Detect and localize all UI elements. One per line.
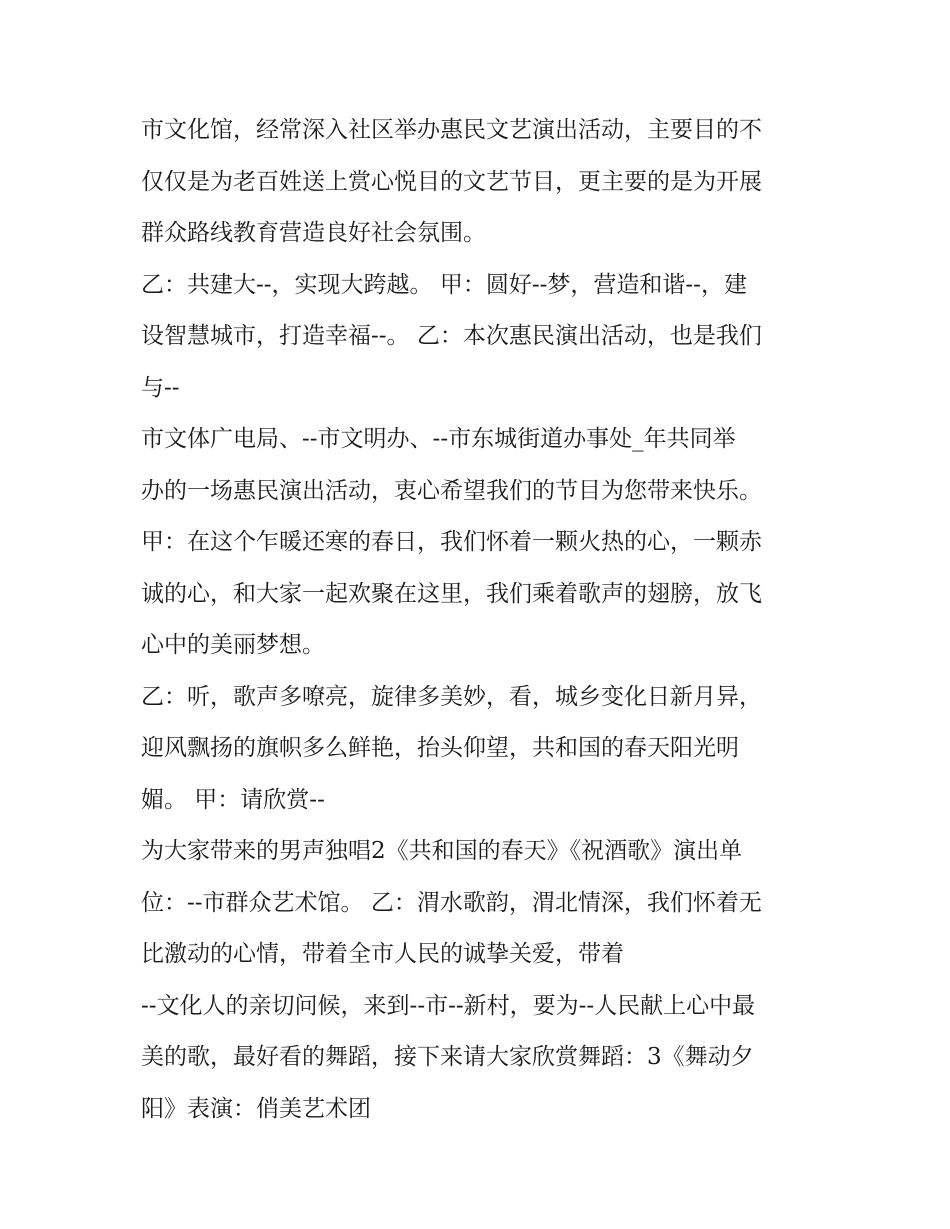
text-line: 市文体广电局、--市文明办、--市东城街道办事处_年共同举 — [141, 426, 736, 452]
text-line: 乙：听，歌声多嘹亮，旋律多美妙，看，城乡变化日新月异， — [141, 683, 762, 710]
text-line: 阳》表演：俏美艺术团 — [141, 1095, 371, 1122]
text-line: 媚。 甲：请欣赏-- — [141, 786, 325, 813]
text-line: 位：--市群众艺术馆。 乙：渭水歌韵，渭北情深，我们怀着无 — [141, 889, 762, 916]
text-line: 设智慧城市，打造幸福--。 乙：本次惠民演出活动，也是我们 — [141, 323, 762, 349]
text-line: 市文化馆，经常深入社区举办惠民文艺演出活动，主要目的不 — [141, 117, 762, 143]
text-line: 甲：在这个乍暖还寒的春日，我们怀着一颗火热的心，一颗赤 — [141, 529, 762, 555]
text-line: --文化人的亲切问候，来到--市--新村，要为--人民献上心中最 — [141, 992, 756, 1019]
text-line: 比激动的心情，带着全市人民的诚挚关爱，带着 — [141, 941, 624, 967]
text-line: 诚的心，和大家一起欢聚在这里，我们乘着歌声的翅膀，放飞 — [141, 580, 762, 607]
text-line: 办的一场惠民演出活动，衷心希望我们的节目为您带来快乐。 — [141, 477, 762, 504]
document-body — [141, 105, 821, 1135]
text-line: 为大家带来的男声独唱2《共和国的春天》《祝酒歌》演出单 — [141, 838, 743, 864]
text-line: 心中的美丽梦想。 — [141, 632, 325, 658]
text-line: 乙：共建大--，实现大跨越。 甲：圆好--梦，营造和谐--，建 — [141, 271, 747, 298]
text-line: 与-- — [141, 374, 180, 401]
text-line: 迎风飘扬的旗帜多么鲜艳，抬头仰望，共和国的春天阳光明 — [141, 735, 739, 761]
text-line: 美的歌，最好看的舞蹈，接下来请大家欣赏舞蹈：3《舞动夕 — [141, 1044, 754, 1070]
text-line: 群众路线教育营造良好社会氛围。 — [141, 220, 486, 246]
text-line: 仅仅是为老百姓送上赏心悦目的文艺节目，更主要的是为开展 — [141, 168, 762, 195]
